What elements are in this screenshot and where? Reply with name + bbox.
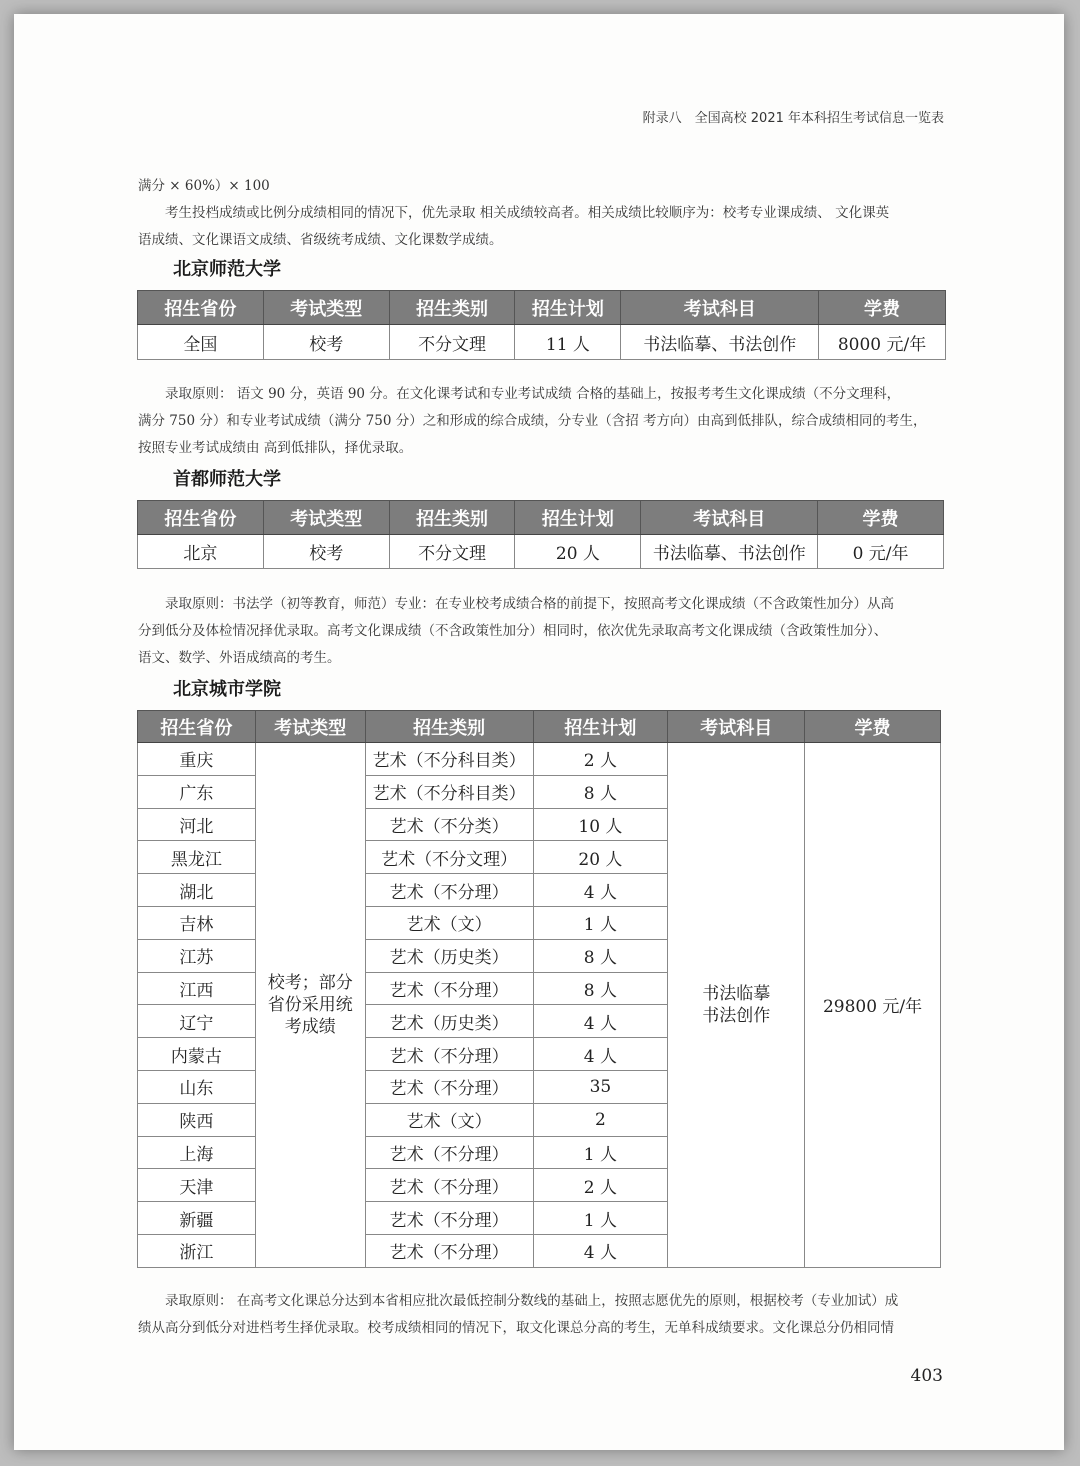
table-cell: 辽宁 xyxy=(138,1005,256,1038)
column-header: 学费 xyxy=(818,501,944,535)
table-cell: 4 人 xyxy=(533,874,668,907)
column-header: 招生省份 xyxy=(138,501,264,535)
table-cell: 校考 xyxy=(263,535,389,569)
table-cell: 艺术（不分科目类） xyxy=(365,775,533,808)
table-cell: 2 xyxy=(533,1103,668,1136)
table-cell: 2 人 xyxy=(533,1169,668,1202)
admission-table xyxy=(137,500,944,569)
text-line: 绩从高分到低分对进档考生择优录取。校考成绩相同的情况下，取文化课总分高的考生，无单科成绩要求。文化课总分仍相同情 xyxy=(138,1320,894,1336)
cell-line: 校考；部分 xyxy=(267,972,353,993)
table-cell: 艺术（不分理） xyxy=(365,1202,533,1235)
table-cell: 天津 xyxy=(138,1169,256,1202)
text-line: 满分 × 60%）× 100 xyxy=(138,178,270,194)
table-cell: 湖北 xyxy=(138,874,256,907)
text-line: 录取原则： 语文 90 分，英语 90 分。在文化课考试和专业考试成绩 合格的基础上，按报考考生文化课成绩（不分文理科， xyxy=(165,386,901,402)
table-row xyxy=(138,535,944,569)
column-header: 招生类别 xyxy=(389,501,515,535)
table-cell: 2 人 xyxy=(533,743,668,776)
university-title: 首都师范大学 xyxy=(173,469,281,490)
exam-type-cell xyxy=(255,743,365,1268)
table-cell: 艺术（历史类） xyxy=(365,1005,533,1038)
column-header: 招生计划 xyxy=(515,501,641,535)
cell-line: 书法创作 xyxy=(702,1005,771,1026)
column-header: 考试类型 xyxy=(263,291,389,325)
table-cell: 艺术（不分科目类） xyxy=(365,743,533,776)
cell-line: 书法临摹 xyxy=(702,983,771,1004)
table-cell: 10 人 xyxy=(533,808,668,841)
column-header: 招生类别 xyxy=(389,291,515,325)
university-title: 北京城市学院 xyxy=(173,679,281,700)
table-cell: 全国 xyxy=(138,325,264,360)
column-header: 招生计划 xyxy=(533,711,668,743)
table-cell: 书法临摹、书法创作 xyxy=(641,535,818,569)
column-header: 考试科目 xyxy=(668,711,805,743)
table-cell: 艺术（文） xyxy=(365,1103,533,1136)
table-cell: 艺术（不分理） xyxy=(365,1169,533,1202)
table-cell: 艺术（不分理） xyxy=(365,1070,533,1103)
table-cell: 艺术（不分理） xyxy=(365,1136,533,1169)
table-cell: 北京 xyxy=(138,535,264,569)
table-cell: 重庆 xyxy=(138,743,256,776)
table-cell: 艺术（不分理） xyxy=(365,1038,533,1071)
table-cell: 4 人 xyxy=(533,1005,668,1038)
admission-principle xyxy=(138,381,946,462)
table-cell: 4 人 xyxy=(533,1234,668,1267)
column-header: 招生计划 xyxy=(515,291,621,325)
text-line: 满分 750 分）和专业考试成绩（满分 750 分）之和形成的综合成绩，分专业（含招 考方向）由高到低排队，综合成绩相同的考生， xyxy=(138,413,927,429)
admission-principle xyxy=(138,591,946,672)
table-cell: 8 人 xyxy=(533,972,668,1005)
table-cell: 艺术（不分文理） xyxy=(365,841,533,874)
column-header: 考试类型 xyxy=(255,711,365,743)
tuition-cell: 29800 元/年 xyxy=(805,743,941,1268)
table-cell: 11 人 xyxy=(515,325,621,360)
university-title: 北京师范大学 xyxy=(173,259,281,280)
table-cell: 校考 xyxy=(263,325,389,360)
column-header: 考试科目 xyxy=(641,501,818,535)
table-cell: 上海 xyxy=(138,1136,256,1169)
column-header: 招生类别 xyxy=(365,711,533,743)
table-cell: 艺术（不分类） xyxy=(365,808,533,841)
table-cell: 江苏 xyxy=(138,939,256,972)
document-page xyxy=(14,14,1064,1450)
column-header: 学费 xyxy=(819,291,946,325)
table-cell: 艺术（不分理） xyxy=(365,972,533,1005)
running-header: 附录八 全国高校 2021 年本科招生考试信息一览表 xyxy=(642,111,944,126)
table-cell: 新疆 xyxy=(138,1202,256,1235)
admission-table xyxy=(137,290,946,360)
table-cell: 浙江 xyxy=(138,1234,256,1267)
column-header: 招生省份 xyxy=(138,711,256,743)
table-cell: 0 元/年 xyxy=(818,535,944,569)
table-cell: 1 人 xyxy=(533,906,668,939)
table-cell: 内蒙古 xyxy=(138,1038,256,1071)
table-cell: 艺术（历史类） xyxy=(365,939,533,972)
text-line: 考生投档成绩或比例分成绩相同的情况下，优先录取 相关成绩较高者。相关成绩比较顺序为：校考专业课成绩、 文化课英 xyxy=(165,205,890,221)
table-cell: 艺术（不分理） xyxy=(365,1234,533,1267)
exam-subjects-cell xyxy=(668,743,805,1268)
table-cell: 山东 xyxy=(138,1070,256,1103)
table-cell: 35 xyxy=(533,1070,668,1103)
table-cell: 1 人 xyxy=(533,1136,668,1169)
table-cell: 20 人 xyxy=(533,841,668,874)
column-header: 考试类型 xyxy=(263,501,389,535)
cell-line: 省份采用统 xyxy=(267,994,353,1015)
table-cell: 不分文理 xyxy=(389,325,515,360)
table-row xyxy=(138,743,941,776)
admission-table xyxy=(137,710,941,1268)
cell-line: 考成绩 xyxy=(284,1016,336,1037)
table-cell: 艺术（文） xyxy=(365,906,533,939)
table-cell: 1 人 xyxy=(533,1202,668,1235)
table-cell: 20 人 xyxy=(515,535,641,569)
table-cell: 陕西 xyxy=(138,1103,256,1136)
intro-paragraph xyxy=(138,173,946,254)
table-cell: 河北 xyxy=(138,808,256,841)
table-cell: 8 人 xyxy=(533,939,668,972)
column-header: 考试科目 xyxy=(621,291,819,325)
admission-principle xyxy=(138,1288,946,1342)
text-line: 按照专业考试成绩由 高到低排队，择优录取。 xyxy=(138,440,413,456)
table-cell: 8 人 xyxy=(533,775,668,808)
text-line: 录取原则： 在高考文化课总分达到本省相应批次最低控制分数线的基础上，按照志愿优先的原则，根据校考（专业加试）成 xyxy=(165,1293,899,1309)
table-cell: 江西 xyxy=(138,972,256,1005)
page-number: 403 xyxy=(910,1366,943,1386)
table-cell: 书法临摹、书法创作 xyxy=(621,325,819,360)
text-line: 分到低分及体检情况择优录取。高考文化课成绩（不含政策性加分）相同时，依次优先录取高考文化课成绩（含政策性加分）、 xyxy=(138,623,888,639)
text-line: 语成绩、文化课语文成绩、省级统考成绩、文化课数学成绩。 xyxy=(138,232,503,248)
table-cell: 广东 xyxy=(138,775,256,808)
table-cell: 黑龙江 xyxy=(138,841,256,874)
table-row xyxy=(138,325,946,360)
text-line: 语文、数学、外语成绩高的考生。 xyxy=(138,650,341,666)
table-cell: 不分文理 xyxy=(389,535,515,569)
table-cell: 吉林 xyxy=(138,906,256,939)
table-cell: 艺术（不分理） xyxy=(365,874,533,907)
table-cell: 4 人 xyxy=(533,1038,668,1071)
column-header: 学费 xyxy=(805,711,941,743)
column-header: 招生省份 xyxy=(138,291,264,325)
text-line: 录取原则：书法学（初等教育，师范）专业：在专业校考成绩合格的前提下，按照高考文化课成绩（不含政策性加分）从高 xyxy=(165,596,894,612)
table-cell: 8000 元/年 xyxy=(819,325,946,360)
